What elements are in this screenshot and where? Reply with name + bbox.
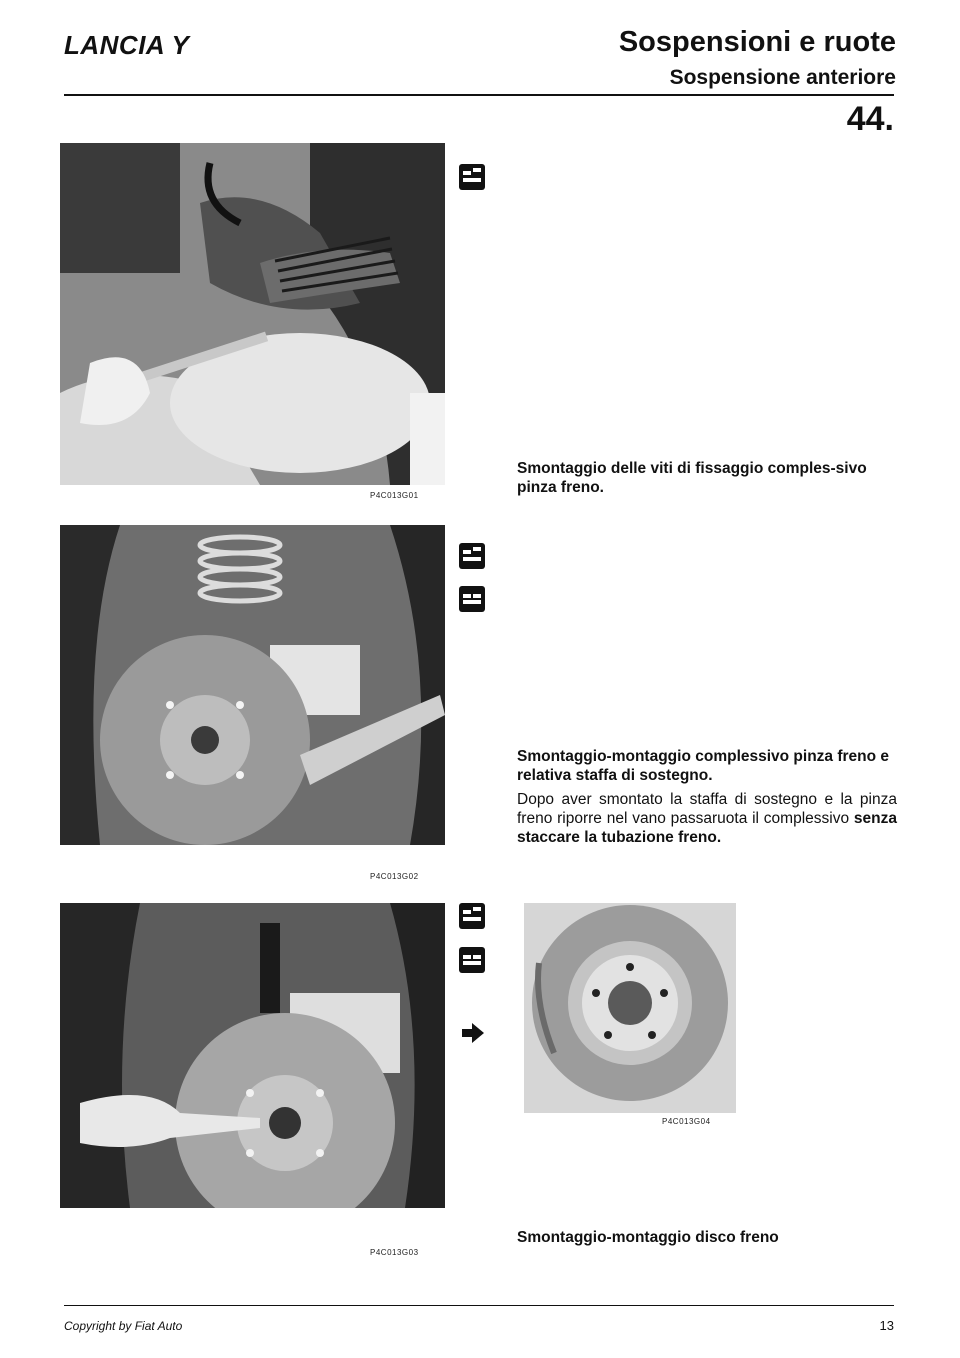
removal-icon xyxy=(459,164,485,190)
photo-brake-disc xyxy=(524,903,736,1113)
removal-icon xyxy=(459,903,485,929)
photo-code-3: P4C013G03 xyxy=(370,1248,419,1257)
body-text-2 xyxy=(517,790,897,847)
body-text-2-bold: senza staccare la tubazione freno. xyxy=(517,810,897,846)
photo-code-2: P4C013G02 xyxy=(370,872,419,881)
photo-caliper-assembly xyxy=(60,525,445,845)
header-rule xyxy=(64,94,894,96)
section-subtitle: Sospensione anteriore xyxy=(669,66,896,89)
caption-2: Smontaggio-montaggio complessivo pinza freno e relativa staffa di sostegno. xyxy=(517,748,890,784)
arrow-right-icon xyxy=(460,1020,486,1046)
brand-title: LANCIA Y xyxy=(64,30,190,60)
refitting-icon xyxy=(459,586,485,612)
removal-icon xyxy=(459,543,485,569)
photo-code-4: P4C013G04 xyxy=(662,1117,711,1126)
section-number: 44. xyxy=(846,100,894,138)
refitting-icon xyxy=(459,947,485,973)
caption-3: Smontaggio-montaggio disco freno xyxy=(517,1229,779,1246)
photo-caliper-screws xyxy=(60,143,445,485)
section-title: Sospensioni e ruote xyxy=(618,26,896,58)
caption-1: Smontaggio delle viti di fissaggio comples-sivo pinza freno. xyxy=(517,460,867,496)
page-number: 13 xyxy=(879,1318,894,1333)
photo-code-1: P4C013G01 xyxy=(370,491,419,500)
copyright: Copyright by Fiat Auto xyxy=(64,1319,183,1333)
footer-rule xyxy=(64,1305,894,1306)
body-text-2-normal: Dopo aver smontato la staffa di sostegno e la pinza freno riporre nel vano passaruota il complessivo xyxy=(517,791,897,827)
photo-brake-disc-removal xyxy=(60,903,445,1208)
